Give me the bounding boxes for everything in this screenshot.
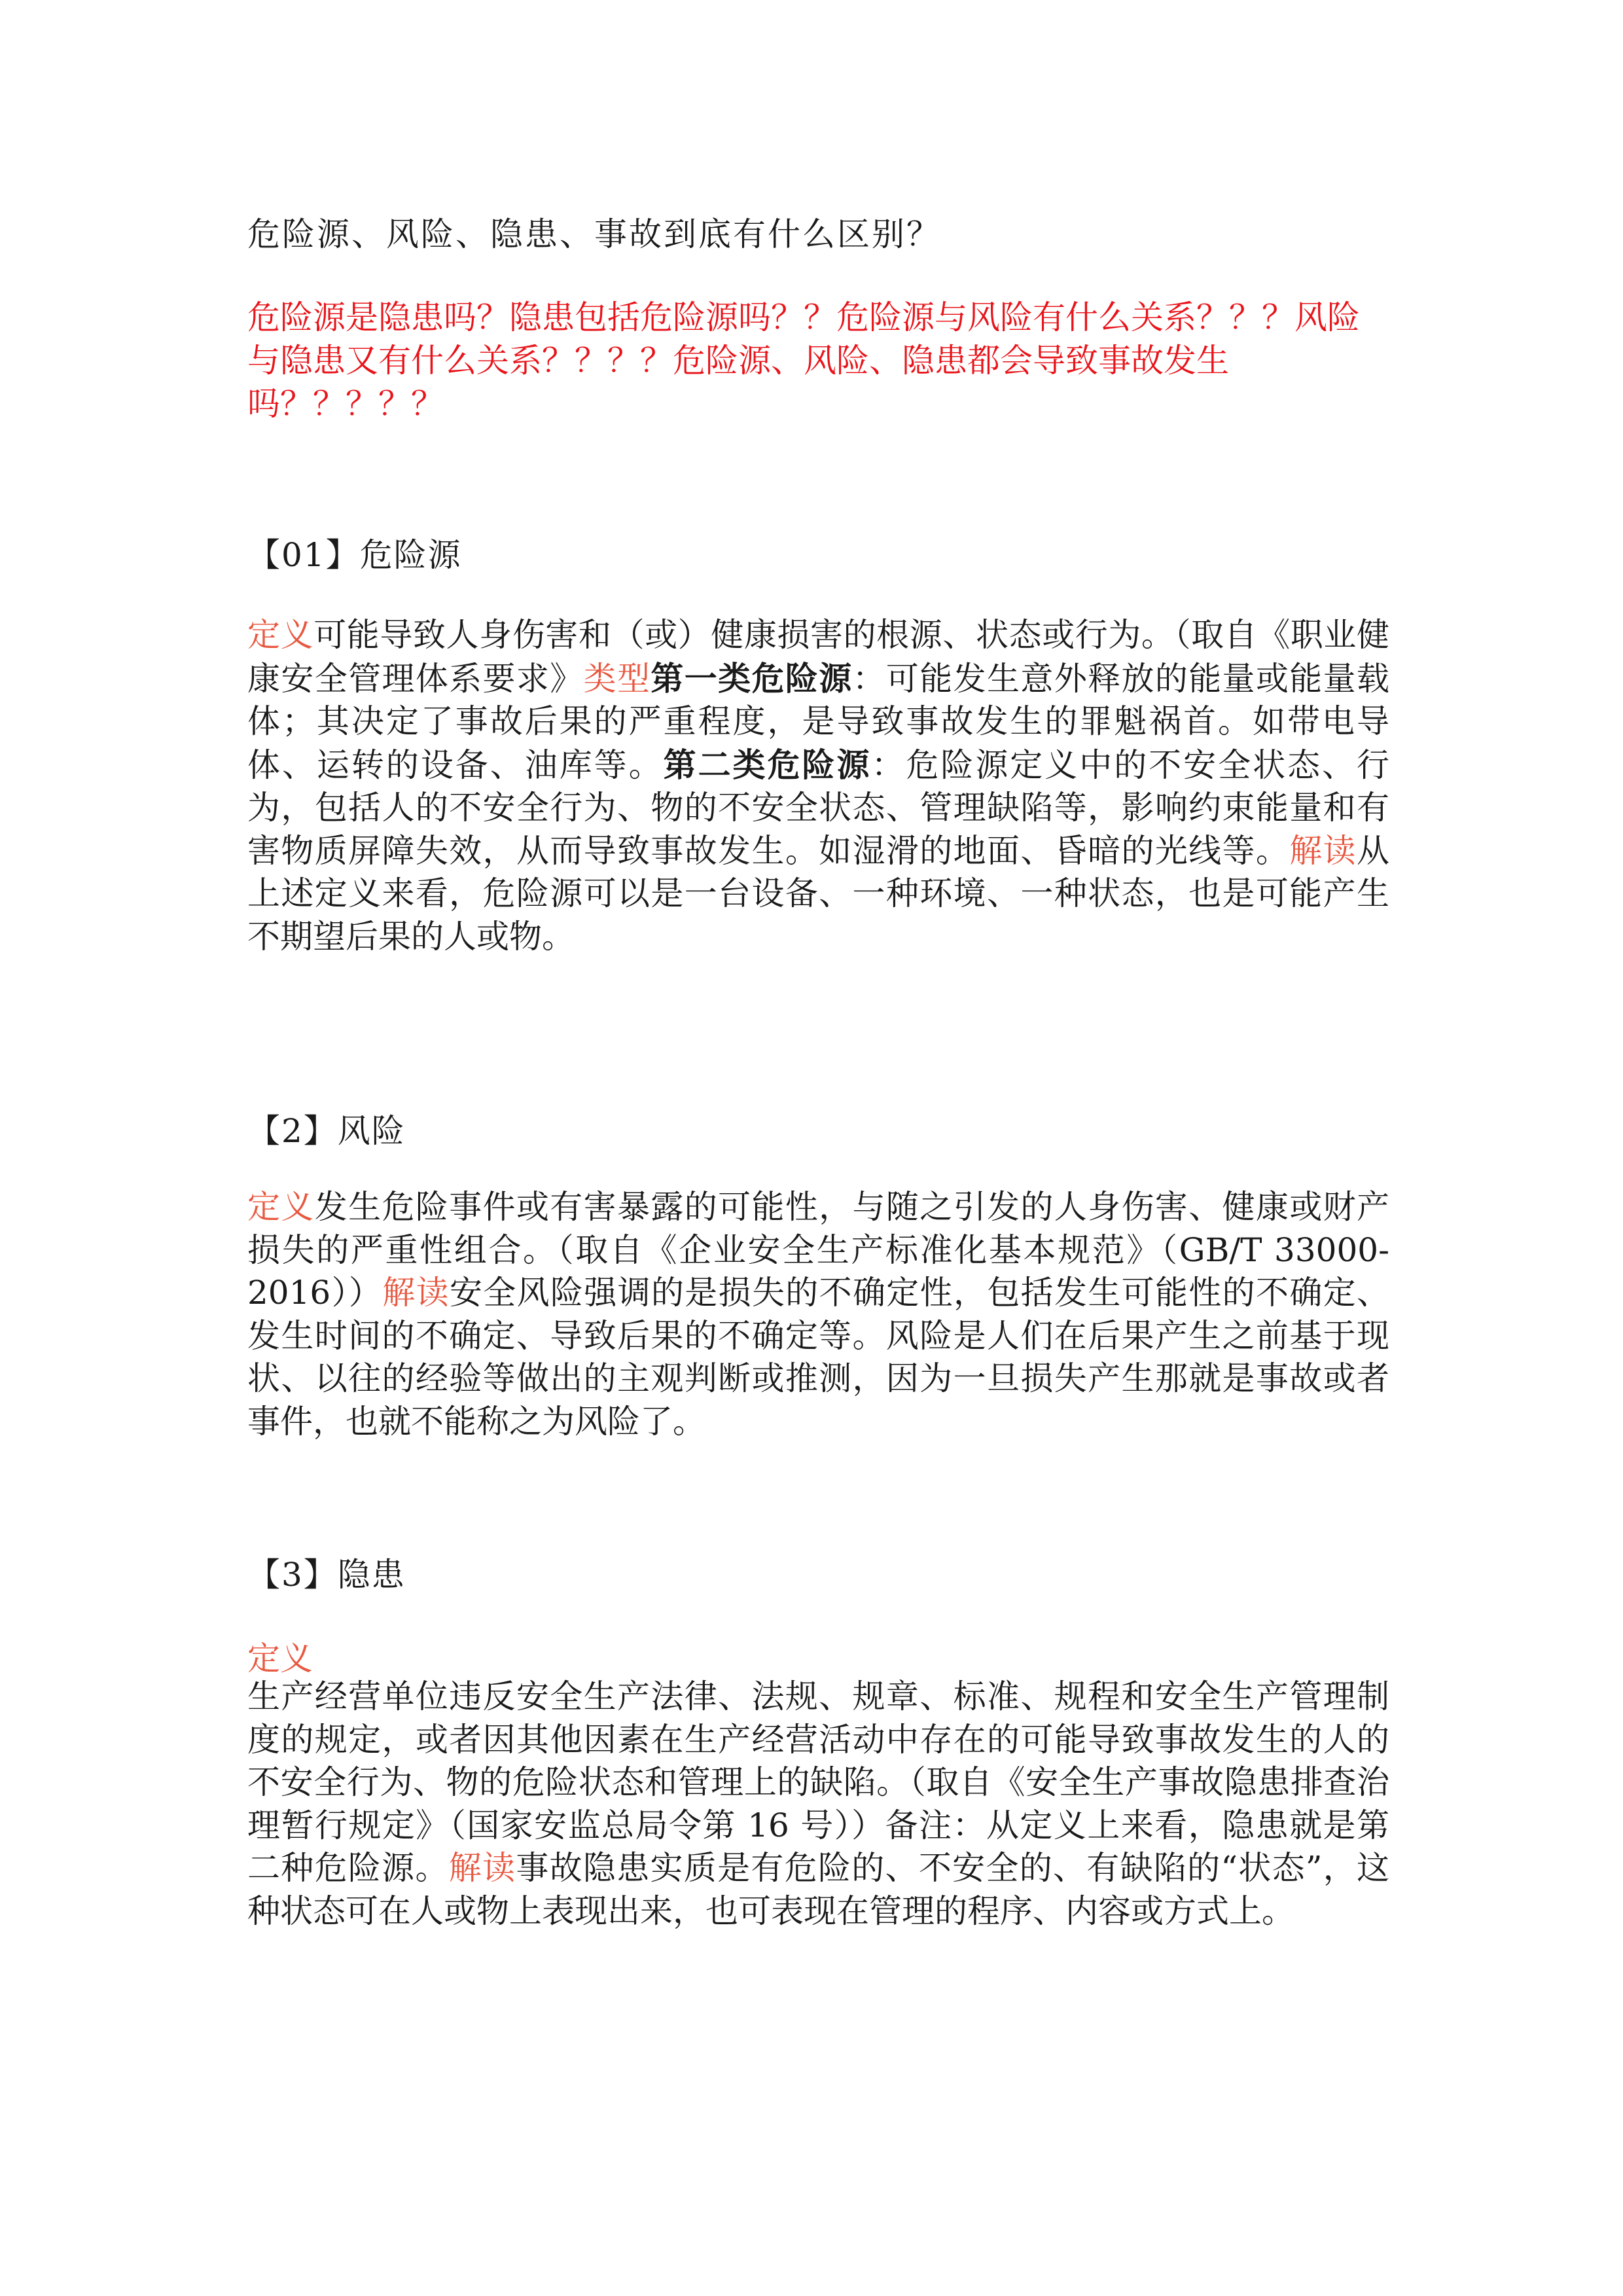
definition-label: 定义 [247, 1188, 315, 1226]
definition-text: 可能导致人身伤害和（或）健康损害的根源、状态或行为。（取自《职业健康安全管理体系要求》 [247, 616, 1390, 698]
type1-label: 第一类危险源 [651, 658, 853, 698]
page-title: 危险源、风险、隐患、事故到底有什么区别？ [247, 215, 941, 253]
interpretation-text: 事故隐患实质是有危险的、不安全的、有缺陷的“状态”，这种状态可在人或物上表现出来，也可表现在管理的程序、内容或方式上。 [247, 1849, 1390, 1930]
interpretation-label: 解读 [448, 1849, 516, 1887]
definition-text: 发生危险事件或有害暴露的可能性，与随之引发的人身伤害、健康或财产损失的严重性组合。（取自《企业安全生产标准化基本规范》（GB/T 33000-2016）） [247, 1188, 1390, 1312]
type2-label: 第二类危险源 [663, 745, 872, 784]
type-label: 类型 [583, 659, 651, 698]
question-paragraph: 危险源是隐患吗？隐患包括危险源吗？？危险源与风险有什么关系？？？风险与隐患又有什么关系？？？？危险源、风险、隐患都会导致事故发生吗？？？？？ [247, 298, 1360, 423]
section-hidden-danger-body [247, 1676, 1389, 1933]
interpretation-label: 解读 [1289, 831, 1357, 870]
section-hazard-body [247, 614, 1389, 958]
definition-text: 生产经营单位违反安全生产法律、法规、规章、标准、规程和安全生产管理制度的规定，或者因其他因素在生产经营活动中存在的可能导致事故发生的人的不安全行为、物的危险状态和管理上的缺陷。（取自《安全生产事故隐患排查治理暂行规定》（国家安监总局令第 16 号））备注：从定义上来看，隐患就是第二种危险源。 [247, 1677, 1389, 1887]
interpretation-text: 从上述定义来看，危险源可以是一台设备、一种环境、一种状态，也是可能产生不期望后果的人或物。 [247, 831, 1390, 956]
interpretation-label: 解读 [382, 1274, 450, 1312]
type1-text: ：可能发生意外释放的能量或能量载体；其决定了事故后果的严重程度，是导致事故发生的罪魁祸首。如带电导体、运转的设备、油库等。 [247, 659, 1390, 784]
section-risk-body [247, 1186, 1389, 1443]
definition-label: 定义 [247, 616, 314, 654]
section-heading-hidden-danger: 【3】隐患 [247, 1556, 406, 1594]
section-heading-risk: 【2】风险 [247, 1112, 406, 1150]
interpretation-text: 安全风险强调的是损失的不确定性，包括发生可能性的不确定、发生时间的不确定、导致后果的不确定等。风险是人们在后果产生之前基于现状、以往的经验等做出的主观判断或推测，因为一旦损失产生那就是事故或者事件，也就不能称之为风险了。 [247, 1274, 1390, 1441]
section-heading-hazard: 【01】危险源 [247, 536, 462, 574]
type2-text: ：危险源定义中的不安全状态、行为，包括人的不安全行为、物的不安全状态、管理缺陷等，影响约束能量和有害物质屏障失效，从而导致事故发生。如湿滑的地面、昏暗的光线等。 [247, 745, 1389, 870]
definition-label: 定义 [247, 1640, 313, 1677]
